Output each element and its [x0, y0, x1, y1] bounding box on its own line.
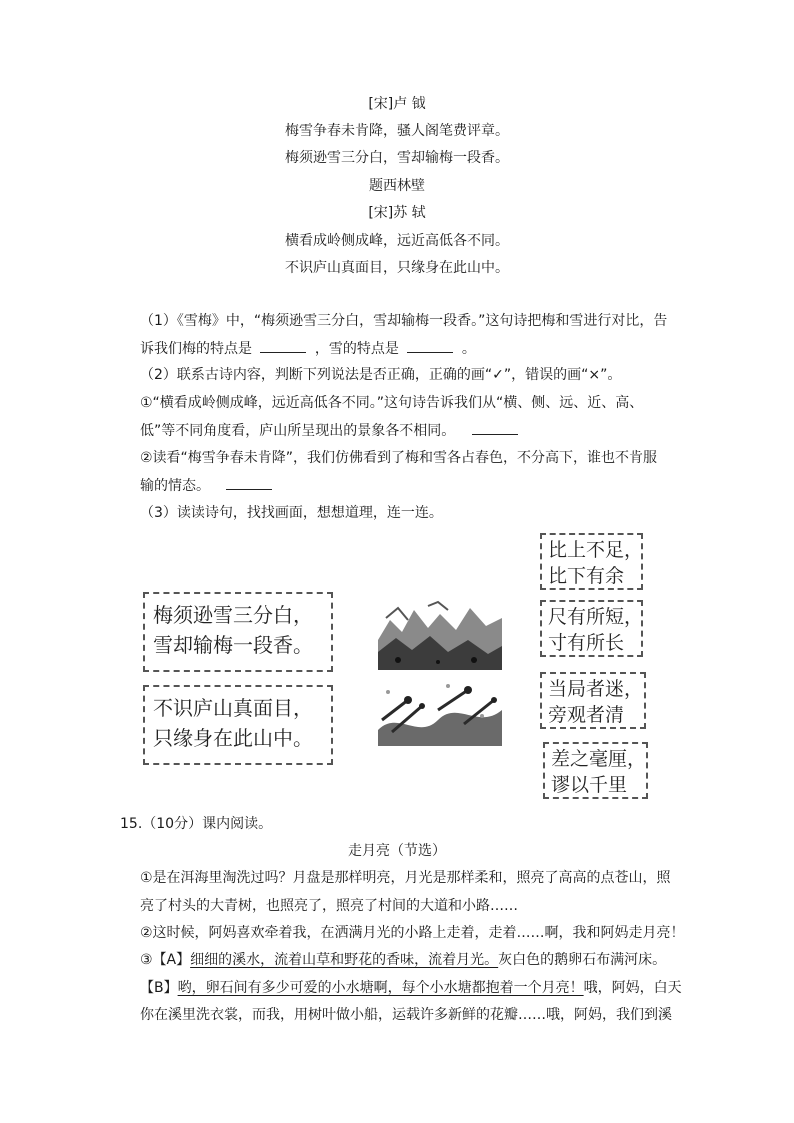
poem2-author: [宋]苏 轼	[368, 205, 426, 221]
poem1-author: [宋]卢 钺	[368, 96, 426, 112]
right-box-4[interactable]	[543, 742, 648, 799]
poem1-line2: 梅须逊雪三分白，雪却输梅一段香。	[285, 150, 509, 166]
poem2-title: 题西林壁	[369, 178, 425, 194]
q15-title: 走月亮（节选）	[348, 843, 446, 859]
q15-p5: 你在溪里洗衣裳，而我，用树叶做小船，运载许多新鲜的花瓣……哦，阿妈，我们到溪	[140, 1007, 672, 1023]
plum-snow-picture[interactable]	[378, 680, 502, 746]
q15-p4-tail: 哦，阿妈，白天	[583, 980, 682, 996]
mountain-picture[interactable]	[378, 600, 502, 670]
q2-item2-b	[140, 477, 276, 495]
right-box-2[interactable]	[540, 600, 643, 657]
underlined-sentence-a: 细细的溪水，流着山草和野花的香味，流着月光。	[190, 952, 499, 968]
plum-feature-blank[interactable]	[260, 340, 306, 353]
q15-p1b: 亮了村头的大青树，也照亮了，照亮了村间的大道和小路……	[140, 898, 518, 914]
q2-head: （2）联系古诗内容，判断下列说法是否正确，正确的画“✓”，错误的画“×”。	[140, 367, 622, 383]
marker-a: ③【A】	[140, 952, 191, 968]
left-box-2-line1: 不识庐山真面目，	[153, 696, 313, 720]
right-box-4-line1: 差之毫厘，	[551, 748, 647, 770]
q15-p3-tail: 灰白色的鹅卵石布满河床。	[498, 952, 667, 968]
right-box-2-line2: 寸有所长	[548, 632, 625, 654]
snow-feature-blank[interactable]	[407, 340, 453, 353]
marker-b: 【B】	[140, 980, 178, 996]
q15-p3	[140, 952, 666, 969]
q1-prefix: 诉我们梅的特点是	[140, 341, 252, 357]
q1-middle: ，雪的特点是	[314, 341, 399, 357]
right-box-3-line1: 当局者迷，	[548, 678, 644, 700]
q1-text-a: （1）《雪梅》中，“梅须逊雪三分白，雪却输梅一段香。”这句诗把梅和雪进行对比，告	[140, 313, 668, 329]
right-box-2-line1: 尺有所短，	[548, 606, 644, 628]
q15-p4	[140, 980, 682, 997]
right-box-4-line2: 谬以千里	[551, 774, 628, 796]
poem2-line1: 横看成岭侧成峰，远近高低各不同。	[285, 233, 509, 249]
right-box-1-line1: 比上不足，	[548, 539, 644, 561]
poem2-line2: 不识庐山真面目，只缘身在此山中。	[285, 260, 509, 276]
left-box-1-line1: 梅须逊雪三分白，	[153, 603, 313, 627]
left-box-lushan[interactable]	[143, 685, 333, 765]
right-box-1[interactable]	[540, 533, 643, 590]
q15-p2: ②这时候，阿妈喜欢牵着我，在洒满月光的小路上走着，走着……啊，我和阿妈走月亮！	[140, 925, 685, 941]
q1-end: 。	[461, 341, 476, 357]
q2-item2-b-text: 输的情态。	[140, 478, 210, 494]
q2-item2-answer-blank[interactable]	[226, 477, 272, 490]
q2-item1-answer-blank[interactable]	[472, 422, 518, 435]
left-box-plum-snow[interactable]	[143, 592, 333, 672]
left-box-2-line2: 只缘身在此山中。	[153, 726, 313, 750]
q2-item1-a: ①“横看成岭侧成峰，远近高低各不同。”这句诗告诉我们从“横、侧、远、近、高、	[140, 395, 644, 411]
q15-p1a: ①是在洱海里淘洗过吗？月盘是那样明亮，月光是那样柔和，照亮了高高的点苍山，照	[140, 870, 671, 886]
right-box-3-line2: 旁观者清	[548, 704, 625, 726]
q2-item1-b	[140, 422, 522, 440]
underlined-sentence-b: 哟，卵石间有多少可爱的小水塘啊，每个小水塘都抱着一个月亮！	[177, 980, 584, 996]
right-box-1-line2: 比下有余	[548, 565, 625, 587]
poem1-line1: 梅雪争春未肯降，骚人阁笔费评章。	[285, 123, 509, 139]
right-box-3[interactable]	[540, 672, 646, 729]
q2-item1-b-text: 低”等不同角度看，庐山所呈现出的景象各不相同。	[140, 423, 456, 439]
left-box-1-line2: 雪却输梅一段香。	[153, 633, 313, 657]
q3-head: （3）读读诗句，找找画面，想想道理，连一连。	[140, 505, 443, 521]
q1-text-b	[140, 340, 476, 358]
q15-head: 15.（10分）课内阅读。	[120, 816, 273, 832]
q2-item2-a: ②读看“梅雪争春未肯降”，我们仿佛看到了梅和雪各占春色，不分高下，谁也不肯服	[140, 450, 658, 466]
